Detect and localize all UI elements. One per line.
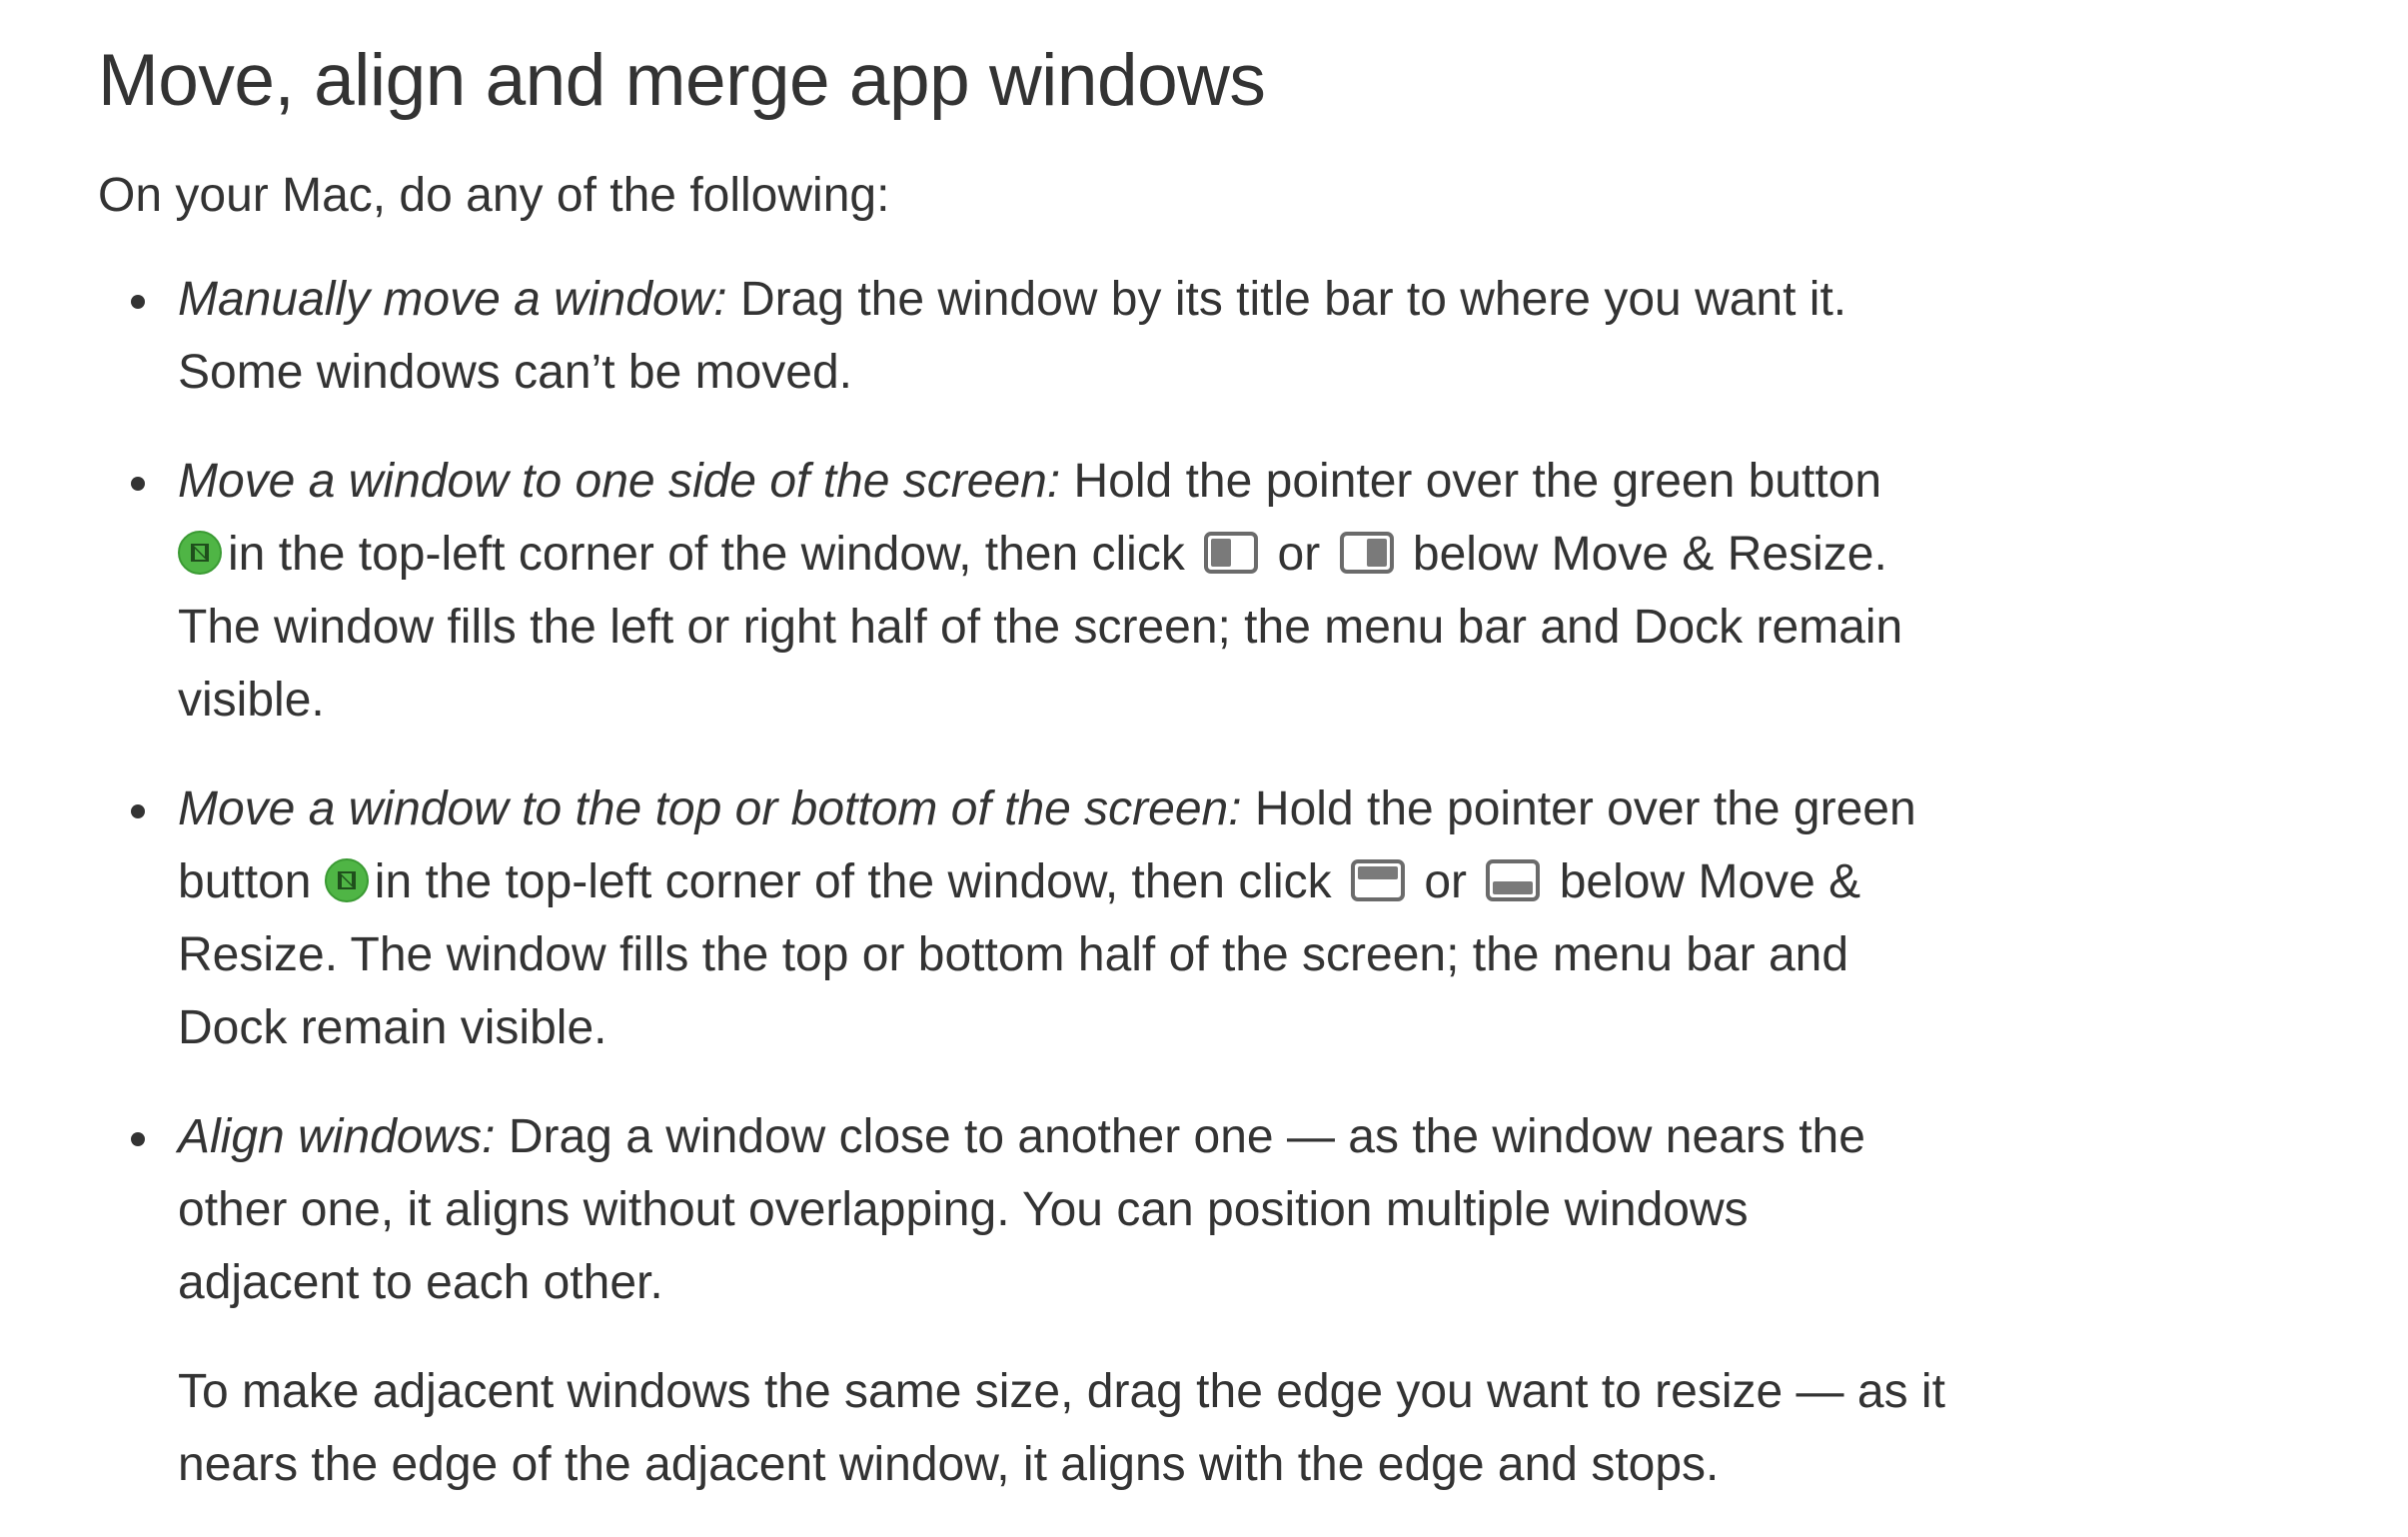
item-text: button bbox=[178, 855, 312, 908]
item-text: To make adjacent windows the same size, drag the edge you want to resize — as it bbox=[178, 1365, 1945, 1418]
list-item bbox=[98, 445, 2016, 737]
bullet-icon bbox=[131, 1132, 145, 1146]
item-text: Hold the pointer over the green button bbox=[1073, 455, 1882, 508]
green-zoom-button-icon bbox=[178, 531, 222, 575]
steps-list bbox=[98, 263, 2016, 1537]
tile-left-half-icon bbox=[1204, 532, 1258, 574]
list-item bbox=[98, 1100, 2016, 1501]
item-text: Dock remain visible. bbox=[178, 1001, 607, 1054]
item-text: Drag the window by its title bar to where you want it. bbox=[739, 273, 1847, 326]
item-text: other one, it aligns without overlapping. You can position multiple windows bbox=[178, 1183, 1749, 1236]
intro-text: On your Mac, do any of the following: bbox=[98, 169, 890, 222]
bullet-icon bbox=[131, 295, 145, 309]
item-text: below Move & bbox=[1559, 855, 1861, 908]
bullet-icon bbox=[131, 804, 145, 818]
list-item bbox=[98, 772, 2016, 1064]
tile-top-half-icon bbox=[1351, 859, 1405, 901]
or-text: or bbox=[1424, 855, 1468, 908]
item-text: in the top-left corner of the window, then click bbox=[228, 528, 1185, 581]
item-text: Resize. The window fills the top or bottom half of the screen; the menu bar and bbox=[178, 928, 1849, 981]
page-title: Move, align and merge app windows bbox=[98, 40, 1266, 121]
tile-right-half-icon bbox=[1340, 532, 1394, 574]
green-zoom-button-icon bbox=[325, 858, 369, 902]
item-text: Hold the pointer over the green bbox=[1254, 782, 1916, 835]
item-text: nears the edge of the adjacent window, it aligns with the edge and stops. bbox=[178, 1438, 1720, 1491]
item-label: Move a window to the top or bottom of the screen: bbox=[178, 782, 1242, 835]
item-extra-paragraph bbox=[178, 1355, 2016, 1501]
item-text: Drag a window close to another one — as the window nears the bbox=[508, 1110, 1865, 1163]
item-label: Manually move a window: bbox=[178, 273, 727, 326]
bullet-icon bbox=[131, 477, 145, 491]
item-text: The window fills the left or right half of the screen; the menu bar and Dock remain bbox=[178, 601, 1903, 654]
item-text: below Move & Resize. bbox=[1412, 528, 1887, 581]
item-label: Move a window to one side of the screen: bbox=[178, 455, 1061, 508]
item-text: in the top-left corner of the window, then click bbox=[374, 855, 1332, 908]
or-text: or bbox=[1277, 528, 1321, 581]
item-text: visible. bbox=[178, 674, 325, 727]
tile-bottom-half-icon bbox=[1486, 859, 1540, 901]
item-text: Some windows can’t be moved. bbox=[178, 346, 852, 399]
item-label: Align windows: bbox=[178, 1110, 496, 1163]
list-item bbox=[98, 263, 2016, 409]
item-text: adjacent to each other. bbox=[178, 1256, 663, 1309]
